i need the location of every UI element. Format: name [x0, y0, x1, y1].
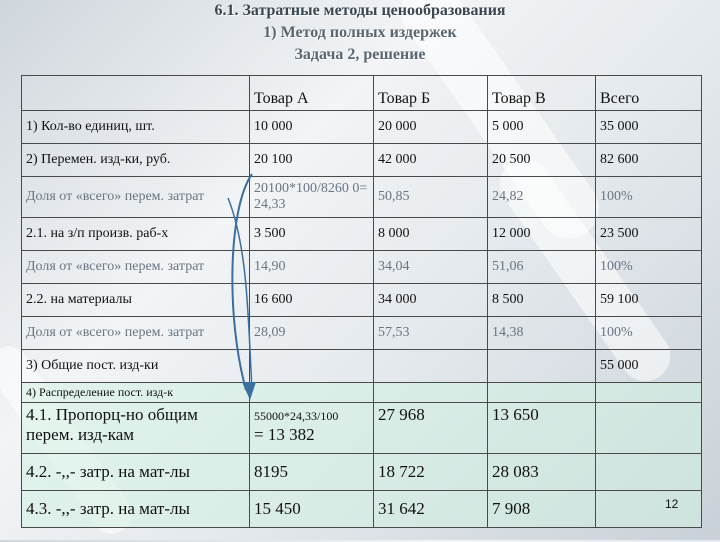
- table-row: [22, 454, 702, 491]
- table-cell: 10 000: [250, 111, 374, 144]
- row-label: Доля от «всего» перем. затрат: [22, 317, 250, 350]
- table-cell: 34 000: [374, 284, 488, 317]
- table-cell: 20 000: [374, 111, 488, 144]
- table-row: [22, 383, 702, 403]
- table-cell: 100%: [596, 317, 702, 350]
- table-cell: 23 500: [596, 218, 702, 251]
- table-cell: 14,38: [488, 317, 596, 350]
- formula-result: = 13 382: [254, 425, 315, 444]
- table-row: [22, 284, 702, 317]
- table-cell: 8 000: [374, 218, 488, 251]
- row-label: 4.3. -,,- затр. на мат-лы: [22, 491, 250, 528]
- table-cell: [488, 383, 596, 403]
- table-cell: 15 450: [250, 491, 374, 528]
- slide-title: 6.1. Затратные методы ценообразования: [214, 2, 506, 19]
- table-cell: [596, 491, 702, 528]
- table-cell: 12 000: [488, 218, 596, 251]
- row-label: 4.2. -,,- затр. на мат-лы: [22, 454, 250, 491]
- table-row: [22, 350, 702, 383]
- row-label: 2.1. на з/п произв. раб-х: [22, 218, 250, 251]
- table-cell: [250, 383, 374, 403]
- table-cell: 82 600: [596, 144, 702, 177]
- table-cell: 3 500: [250, 218, 374, 251]
- table-cell: 27 968: [374, 403, 488, 454]
- table-cell: [596, 403, 702, 454]
- table-cell: 34,04: [374, 251, 488, 284]
- table-cell: [374, 350, 488, 383]
- table-row: [22, 144, 702, 177]
- table-cell: 16 600: [250, 284, 374, 317]
- table-cell: 13 650: [488, 403, 596, 454]
- table-cell: 100%: [596, 177, 702, 218]
- slide-subtitle: 1) Метод полных издержек: [263, 24, 457, 41]
- table-row: [22, 111, 702, 144]
- table-cell: 8 500: [488, 284, 596, 317]
- table-cell: 8195: [250, 454, 374, 491]
- page-number: 12: [665, 497, 679, 511]
- table-cell: [596, 454, 702, 491]
- row-label: 2) Перемен. изд-ки, руб.: [22, 144, 250, 177]
- row-label: 1) Кол-во единиц, шт.: [22, 111, 250, 144]
- row-label: Доля от «всего» перем. затрат: [22, 251, 250, 284]
- row-label: 2.2. на материалы: [22, 284, 250, 317]
- header-cell: [22, 76, 250, 111]
- table-cell: 59 100: [596, 284, 702, 317]
- header-cell: Товар А: [250, 76, 374, 111]
- table-cell: 20100*100/8260 0= 24,33: [250, 177, 374, 218]
- table-cell: [374, 383, 488, 403]
- table-cell: 100%: [596, 251, 702, 284]
- table-row: [22, 177, 702, 218]
- row-label: 4) Распределение пост. изд-к: [22, 383, 250, 403]
- table-cell: [596, 383, 702, 403]
- table-row: [22, 491, 702, 528]
- table-cell: 50,85: [374, 177, 488, 218]
- row-label: 4.1. Пропорц-но общим перем. изд-кам: [22, 403, 250, 454]
- header-cell: Товар В: [488, 76, 596, 111]
- table-cell: 7 908: [488, 491, 596, 528]
- cost-table: [21, 75, 702, 528]
- table-cell: 18 722: [374, 454, 488, 491]
- slide-header: [0, 0, 720, 66]
- table-cell: 20 100: [250, 144, 374, 177]
- table-row: [22, 218, 702, 251]
- slide-task-label: Задача 2, решение: [294, 46, 426, 63]
- table-cell: 20 500: [488, 144, 596, 177]
- table-cell: 35 000: [596, 111, 702, 144]
- formula-text: 55000*24,33/100: [254, 409, 339, 423]
- table-cell: 42 000: [374, 144, 488, 177]
- table-cell: 57,53: [374, 317, 488, 350]
- table-cell: [250, 403, 374, 454]
- table-cell: 28 083: [488, 454, 596, 491]
- table-cell: 5 000: [488, 111, 596, 144]
- table-cell: 55 000: [596, 350, 702, 383]
- row-label: Доля от «всего» перем. затрат: [22, 177, 250, 218]
- curved-arrow-icon: [222, 168, 262, 408]
- table-row: [22, 251, 702, 284]
- table-cell: 28,09: [250, 317, 374, 350]
- header-cell: Товар Б: [374, 76, 488, 111]
- table-cell: [488, 350, 596, 383]
- row-label: 3) Общие пост. изд-ки: [22, 350, 250, 383]
- table-row: [22, 317, 702, 350]
- table-cell: 14,90: [250, 251, 374, 284]
- table-cell: 24,82: [488, 177, 596, 218]
- header-cell: Всего: [596, 76, 702, 111]
- table-cell: [250, 350, 374, 383]
- table-cell: 51,06: [488, 251, 596, 284]
- table-cell: 31 642: [374, 491, 488, 528]
- table-row: [22, 403, 702, 454]
- table-header-row: [22, 76, 702, 111]
